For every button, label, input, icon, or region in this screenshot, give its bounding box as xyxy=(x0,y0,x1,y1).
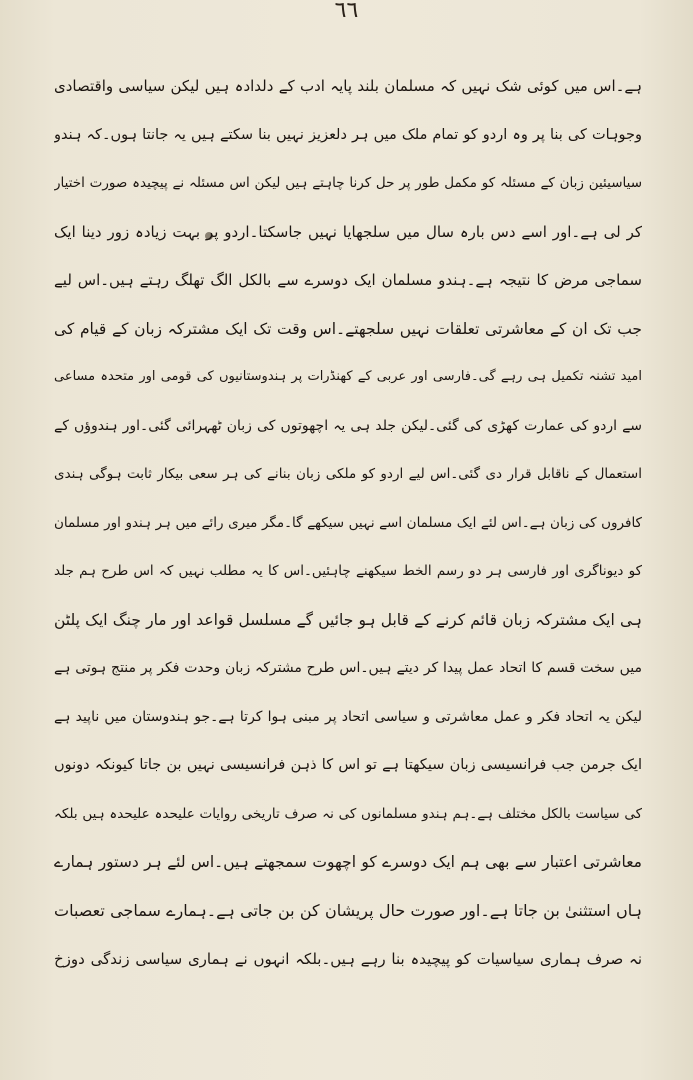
text-line: ایک جرمن جب فرانسیسی زبان سیکھتا ہے تو اس کا ذہن فرانسیسی نہیں بن جاتا کیونکہ دونوں xyxy=(54,757,642,773)
text-line: سیاسیئین زبان کے مسئلہ کو مکمل طور پر حل کرنا چاہتے ہیں لیکن اس مسئلہ نے پیچیدہ صورت اختیار xyxy=(54,175,642,191)
page-number: ٦٦ xyxy=(334,0,359,23)
text-line: سماجی مرض کا نتیجہ ہے۔ہندو مسلمان ایک دوسرے سے بالکل الگ تھلگ رہتے ہیں۔اس لیے xyxy=(54,271,642,289)
text-line: استعمال کے ناقابل قرار دی گئی۔اس لیے اردو کو ملکی زبان بنانے کی ہر سعی بیکار ثابت ہوگی ہندی xyxy=(54,466,642,482)
text-line: وجوہات کی بنا پر وہ اردو کو تمام ملک میں ہر دلعزیز نہیں بنا سکتے ہیں یہ جانتا ہوں۔کہ ہندو xyxy=(54,126,642,143)
text-line: معاشرتی اعتبار سے بھی ہم ایک دوسرے کو اچھوت سمجھتے ہیں۔اس لئے ہر دستور ہمارے xyxy=(54,853,642,871)
text-line: کافروں کی زبان ہے۔اس لئے ایک مسلمان اسے نہیں سیکھے گا۔مگر میری رائے میں ہر ہندو اور مسلمان xyxy=(54,514,642,531)
text-line: ہے۔اس میں کوئی شک نہیں کہ مسلمان بلند پایہ ادب کے دلدادہ ہیں لیکن سیاسی واقتصادی xyxy=(54,77,642,95)
text-line: امید تشنہ تکمیل ہی رہے گی۔فارسی اور عربی کے کھنڈرات پر ہندوستانیوں کی قومی اور متحدہ مساعی xyxy=(54,369,642,384)
body-text xyxy=(54,62,642,984)
text-line: ہی ایک مشترکہ زبان قائم کرنے کے قابل ہو جائیں گے مسلسل قواعد اور مار چنگ ایک پلٹن xyxy=(54,610,642,629)
text-line: جب تک ان کے معاشرتی تعلقات نہیں سلجھتے۔اس وقت تک ایک مشترکہ زبان کے قیام کی xyxy=(54,319,642,338)
text-line: کر لی ہے۔اور اسے دس بارہ سال میں سلجھایا نہیں جاسکتا۔اردو پر بہت زیادہ زور دینا ایک xyxy=(54,222,642,241)
text-line: میں سخت قسم کا اتحاد عمل پیدا کر دیتے ہیں۔اس طرح مشترکہ زبان وحدت فکر پر منتج ہوتی ہے xyxy=(54,660,642,676)
text-line: نہ صرف ہماری سیاسیات کو پیچیدہ بنا رہے ہیں۔بلکہ انہوں نے ہماری سیاسی زندگی دوزخ xyxy=(54,950,642,968)
text-line: سے اردو کی عمارت کھڑی کی گئی۔لیکن جلد ہی یہ اچھوتوں کی زبان ٹھہرائی گئی۔اور ہندوؤں کے xyxy=(54,417,642,434)
text-line: کو دیوناگری اور فارسی ہر دو رسم الخط سیکھنے چاہئیں۔اس کا یہ مطلب نہیں کہ اس طرح ہم جلد xyxy=(54,563,642,579)
text-line: کی سیاست بالکل مختلف ہے۔ہم ہندو مسلمانوں کی نہ صرف تاریخی روایات علیحدہ علیحدہ ہیں بلکہ xyxy=(54,805,642,822)
text-line: ہاں استثنیٰ بن جاتا ہے۔اور صورت حال پریشان کن بن جاتی ہے۔ہمارے سماجی تعصبات xyxy=(54,900,642,920)
text-line: لیکن یہ اتحاد فکر و عمل معاشرتی و سیاسی اتحاد پر مبنی ہوا کرتا ہے۔جو ہندوستان میں ناپید ہے xyxy=(54,708,642,725)
